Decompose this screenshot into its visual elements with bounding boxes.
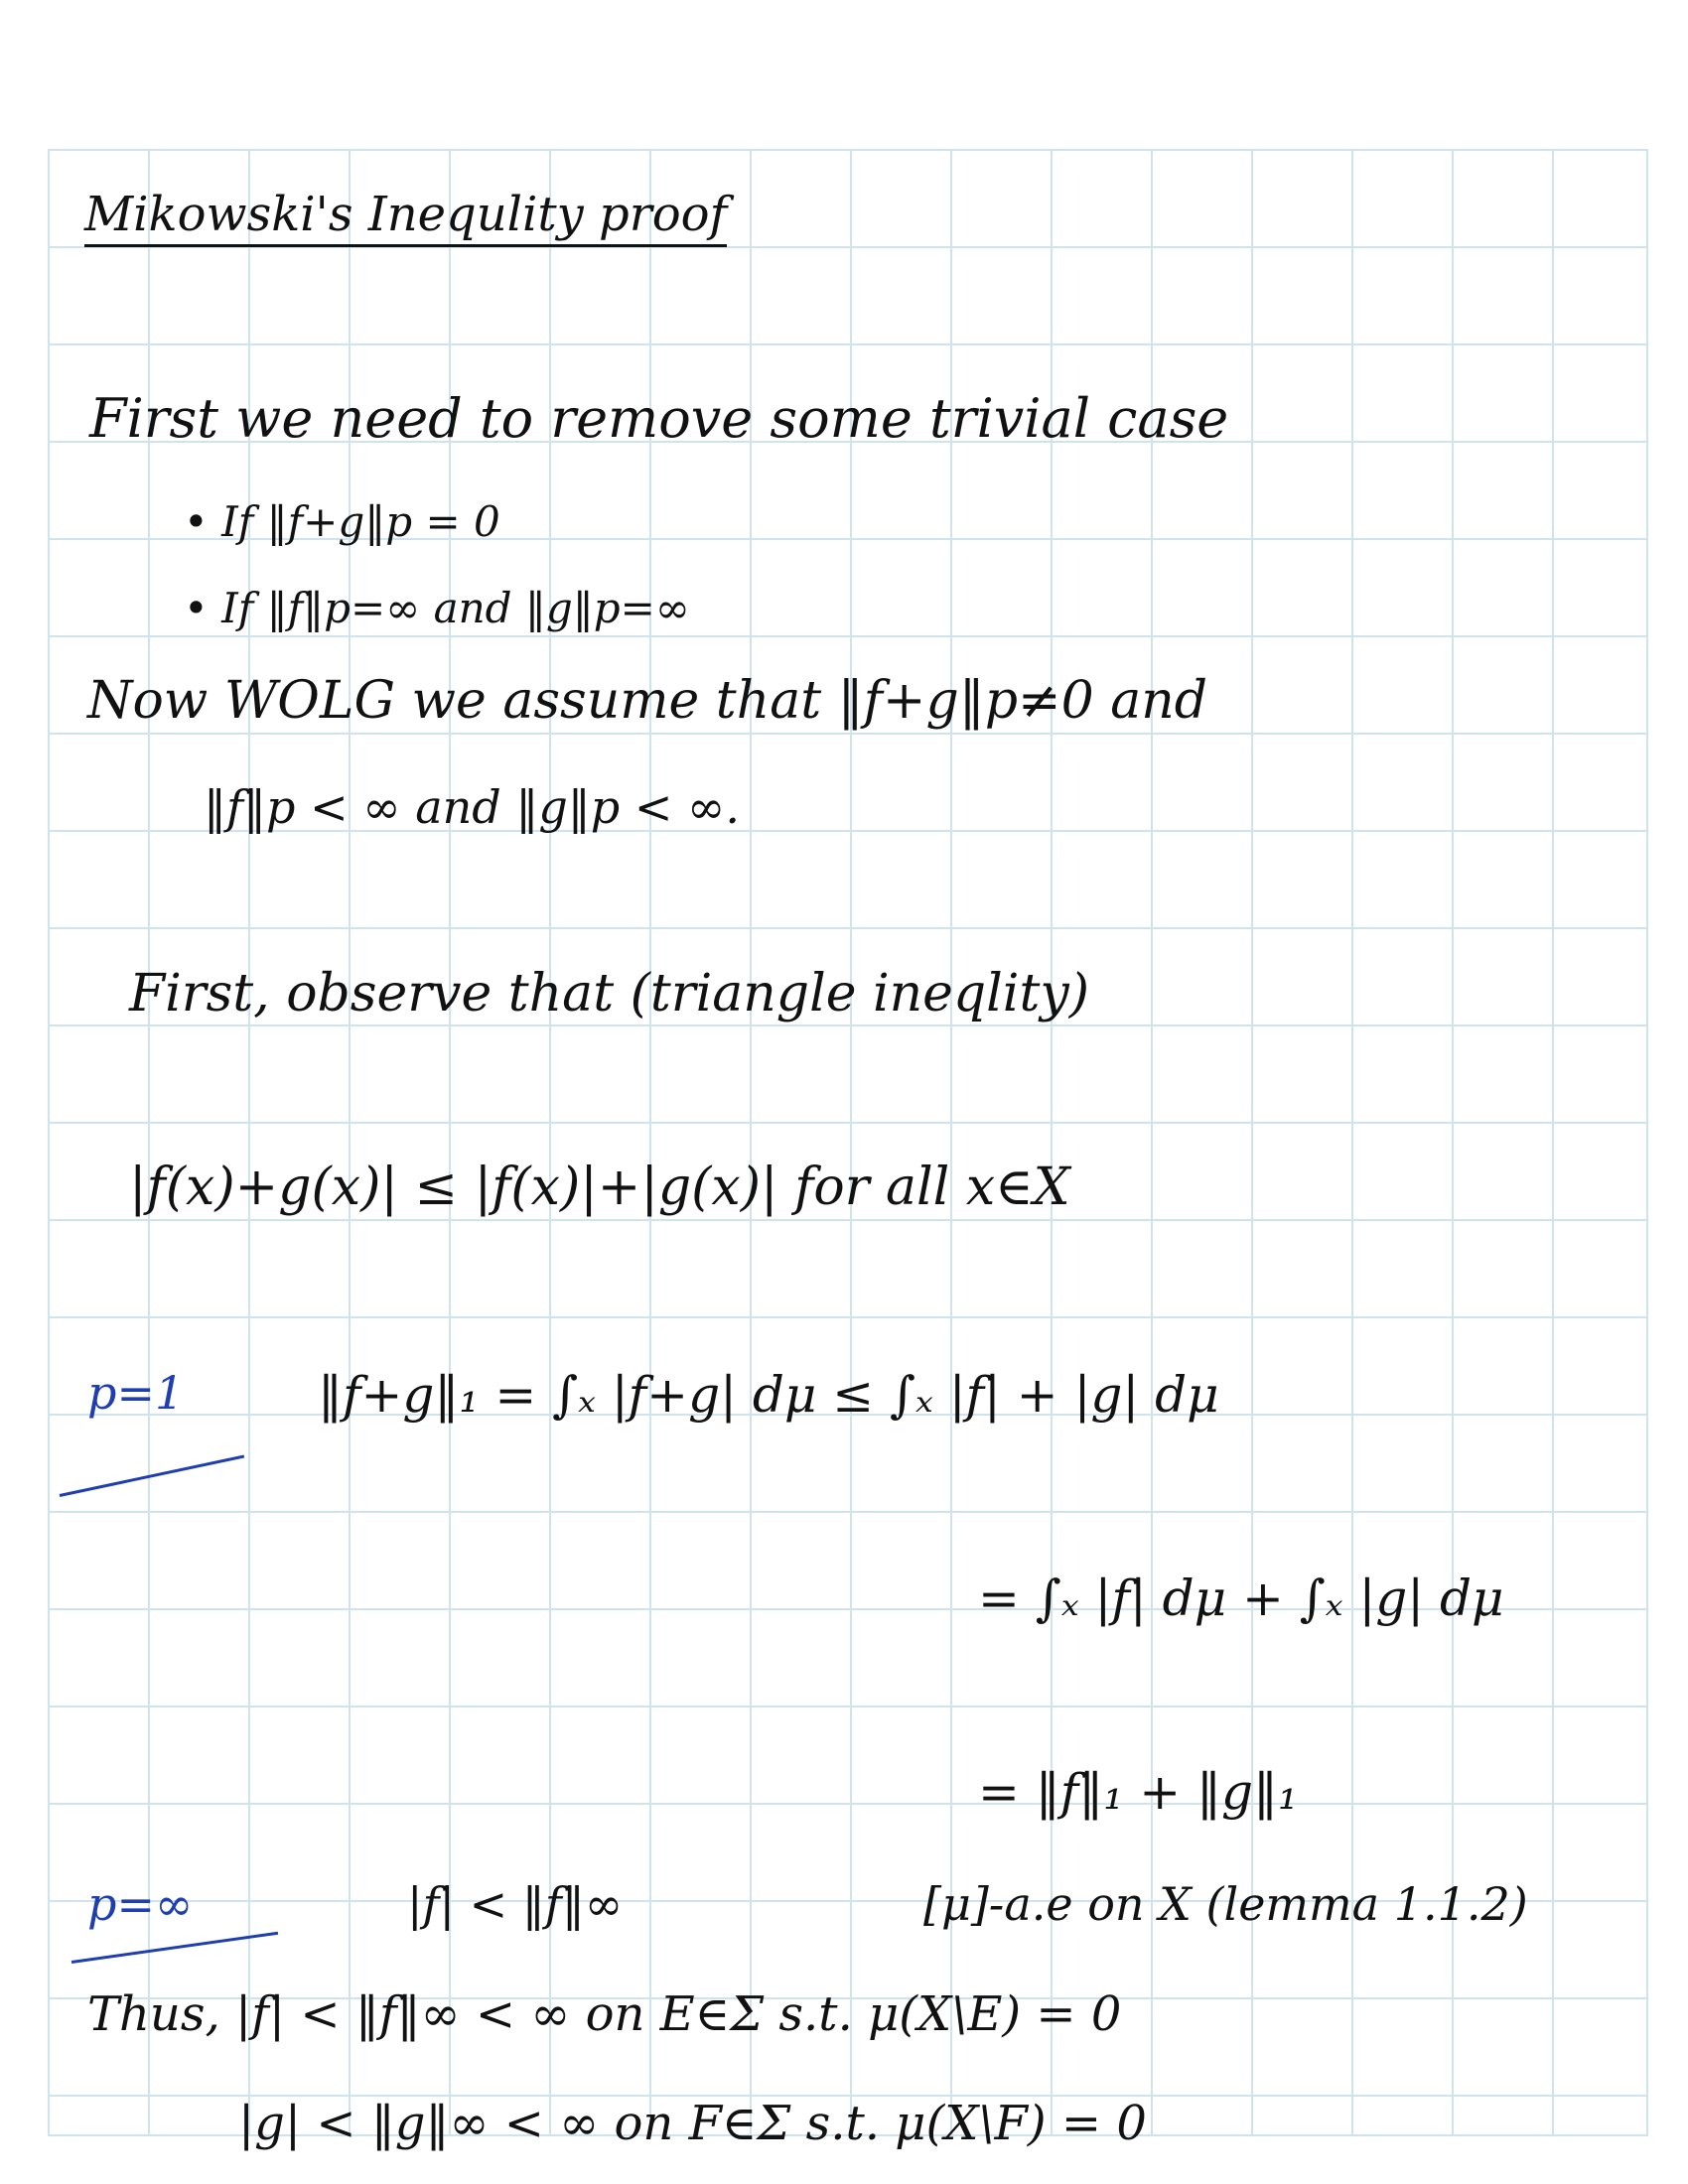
case-p1-equation-1: ‖f+g‖₁ = ∫ₓ |f+g| dμ ≤ ∫ₓ |f| + |g| dμ [318,1366,1219,1424]
case-pinf-lemma-note: [μ]-a.e on X (lemma 1.1.2) [923,1877,1528,1931]
case-pinf-label: p=∞ [87,1877,194,1931]
case-pinf-thus-2: |g| < ‖g‖∞ < ∞ on F∈Σ s.t. μ(X\F) = 0 [238,2096,1147,2151]
case-pinf-thus-1: Thus, |f| < ‖f‖∞ < ∞ on E∈Σ s.t. μ(X\E) = 0 [87,1986,1122,2042]
case-p1-equation-3: = ‖f‖₁ + ‖g‖₁ [978,1763,1299,1821]
intro-text: First we need to remove some trivial case [89,387,1229,450]
trivial-case-2: • If ‖f‖p=∞ and ‖g‖p=∞ [184,584,690,632]
trivial-case-1: • If ‖f+g‖p = 0 [184,497,500,546]
triangle-inequality: |f(x)+g(x)| ≤ |f(x)|+|g(x)| for all x∈X [129,1158,1070,1217]
case-p1-equation-2: = ∫ₓ |f| dμ + ∫ₓ |g| dμ [978,1570,1504,1627]
case-pinf-bound: |f| < ‖f‖∞ [407,1877,624,1931]
assumption-line-1: Now WOLG we assume that ‖f+g‖p≠0 and [87,671,1207,731]
note-title: Mikowski's Inequlity proof [84,191,727,247]
assumption-line-2: ‖f‖p < ∞ and ‖g‖p < ∞. [204,780,740,834]
case-p1-label: p=1 [87,1366,185,1420]
observe-text: First, observe that (triangle ineqlity) [129,964,1090,1024]
